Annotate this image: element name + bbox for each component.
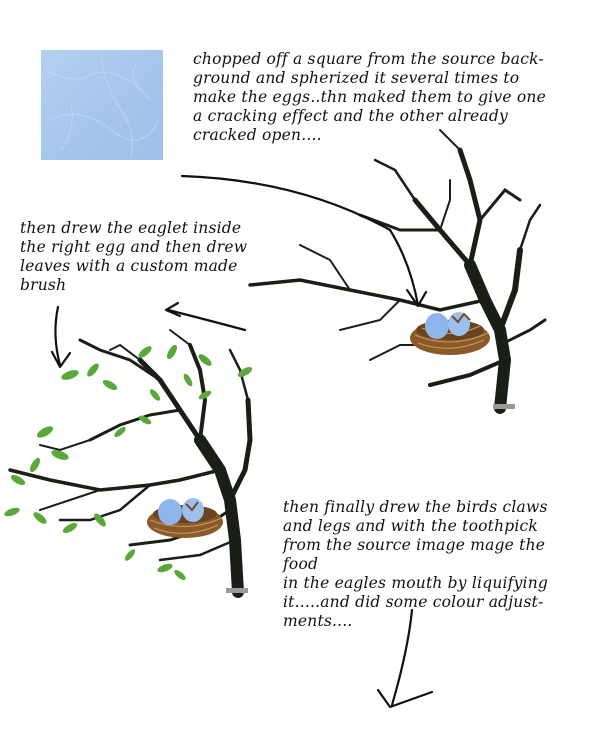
step-3-note: then finally drew the birds claws and legs and with the toothpick from the source image mage the food in the eagles mouth by liquifying it.....and did some colour adjust- ments.... [283, 498, 549, 630]
step-2-note: then drew the eaglet inside the right egg and then drew leaves with a custom made brush [20, 219, 248, 294]
step-1-note: chopped off a square from the source back- ground and spherized it several times to make the eggs..thn maked them to give one a cracking effect and the other already cracked open.... [193, 50, 546, 144]
arrow-to-eaglet [168, 310, 245, 330]
arrow-to-leaves [55, 307, 60, 365]
